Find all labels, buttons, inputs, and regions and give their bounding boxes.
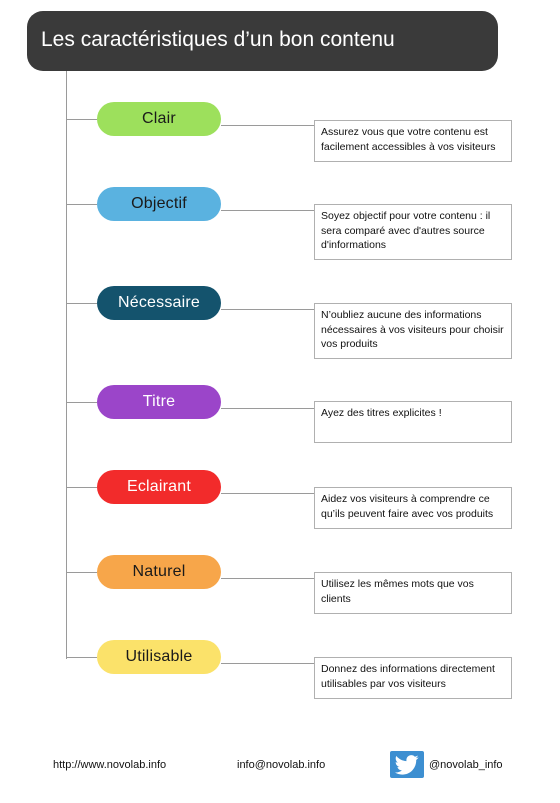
category-pill (97, 470, 221, 504)
connector-line (221, 578, 314, 579)
branch-line (66, 204, 97, 205)
category-label: Titre (142, 393, 176, 410)
category-pill (97, 102, 221, 136)
branch-line (66, 572, 97, 573)
category-label: Clair (142, 110, 176, 127)
email-link[interactable]: info@novolab.info (237, 759, 326, 771)
description-box: Soyez objectif pour votre contenu : il sera comparé avec d'autres source d'informations (314, 204, 512, 260)
branch-line (66, 119, 97, 120)
twitter-bird-icon[interactable] (390, 751, 424, 778)
branch-line (66, 657, 97, 658)
footer (0, 748, 560, 788)
twitter-bird-glyph (394, 755, 420, 775)
category-label: Utilisable (125, 648, 193, 665)
description-box: N’oubliez aucune des informations nécessaires à vos visiteurs pour choisir vos produits (314, 303, 512, 359)
description-box: Donnez des informations directement utilisables par vos visiteurs (314, 657, 512, 699)
category-pill (97, 286, 221, 320)
connector-line (221, 493, 314, 494)
category-pill (97, 640, 221, 674)
category-label: Nécessaire (117, 294, 201, 311)
connector-line (221, 663, 314, 664)
diagram-spine (66, 71, 67, 659)
website-link[interactable]: http://www.novolab.info (53, 759, 167, 771)
description-box: Assurez vous que votre contenu est facilement accessibles à vos visiteurs (314, 120, 512, 162)
category-pill (97, 187, 221, 221)
description-box: Aidez vos visiteurs à comprendre ce qu’ils peuvent faire avec vos produits (314, 487, 512, 529)
branch-line (66, 487, 97, 488)
connector-line (221, 125, 314, 126)
connector-line (221, 210, 314, 211)
description-box: Utilisez les mêmes mots que vos clients (314, 572, 512, 614)
twitter-handle[interactable]: @novolab_info (429, 759, 503, 771)
branch-line (66, 303, 97, 304)
category-pill (97, 555, 221, 589)
category-label: Naturel (132, 563, 186, 580)
branch-line (66, 402, 97, 403)
connector-line (221, 309, 314, 310)
connector-line (221, 408, 314, 409)
category-pill (97, 385, 221, 419)
category-label: Objectif (131, 195, 187, 212)
page-title: Les caractéristiques d’un bon contenu (27, 11, 498, 71)
description-box: Ayez des titres explicites ! (314, 401, 512, 443)
category-label: Eclairant (126, 478, 192, 495)
